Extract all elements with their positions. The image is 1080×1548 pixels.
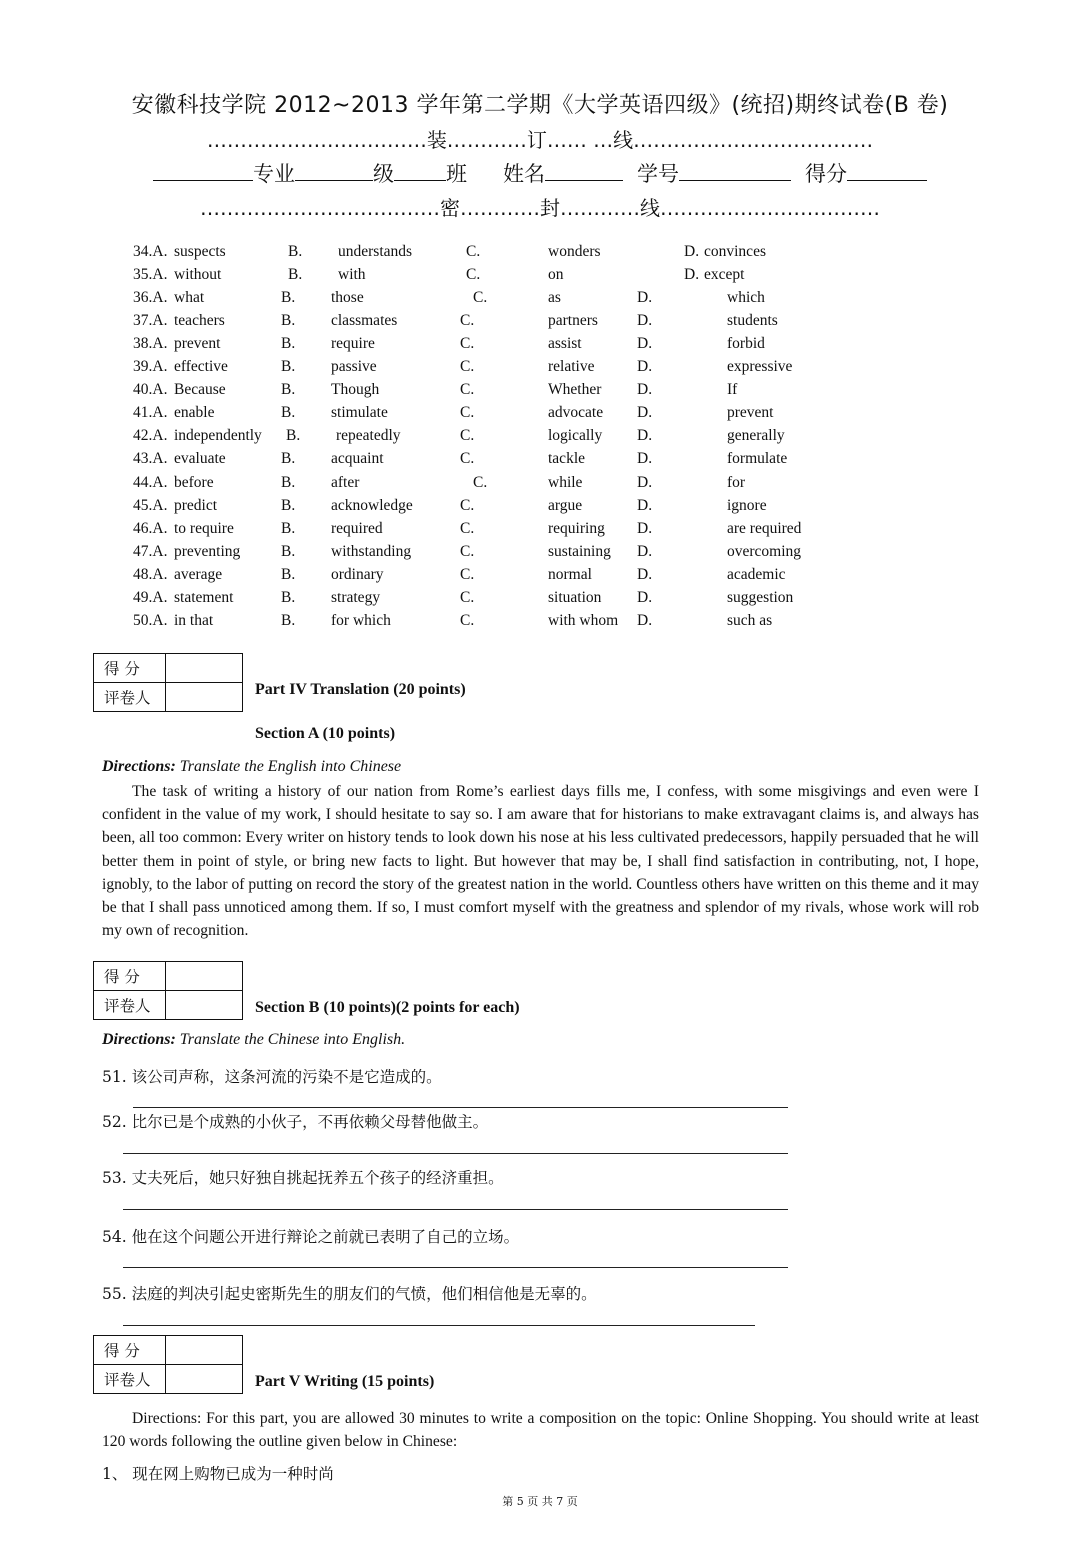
grader-value-cell[interactable] — [166, 991, 243, 1020]
option-a-q49: statement — [174, 588, 234, 606]
option-num-q41: 41.A. — [133, 404, 168, 422]
option-c-label-q39: C. — [460, 358, 475, 376]
directions-text: Translate the English into Chinese — [179, 758, 402, 775]
option-a-q39: effective — [174, 358, 228, 376]
grader-value-cell[interactable] — [166, 683, 243, 712]
option-b-label-q45: B. — [281, 496, 296, 514]
answer-line-54[interactable] — [123, 1267, 788, 1268]
option-d-label-q46: D. — [637, 519, 653, 537]
option-b-q45: acknowledge — [331, 496, 413, 514]
option-c-label-q34: C. — [466, 243, 481, 260]
option-b-q50: for which — [331, 611, 391, 629]
option-a-q34: suspects — [174, 243, 226, 260]
option-d-q43: formulate — [727, 450, 788, 468]
option-b-q41: stimulate — [331, 404, 388, 422]
option-c-label-q42: C. — [460, 427, 475, 445]
option-d-q44: for — [727, 473, 746, 491]
option-num-q49: 49.A. — [133, 588, 168, 606]
answer-line-52[interactable] — [123, 1153, 788, 1154]
option-d-q35: except — [704, 266, 745, 284]
score-value-cell[interactable] — [166, 962, 243, 991]
seal-line: ………………………………密…………封…………线…………………………… — [200, 196, 880, 220]
option-b-label-q34: B. — [288, 243, 303, 260]
answer-line-55[interactable] — [123, 1325, 755, 1326]
option-c-q45: argue — [548, 496, 583, 514]
option-num-q43: 43.A. — [133, 450, 168, 468]
option-num-q34: 34.A. — [133, 243, 168, 260]
option-d-label-q35: D. — [684, 266, 700, 284]
option-c-label-q40: C. — [460, 381, 475, 399]
option-c-q42: logically — [548, 427, 603, 445]
option-a-q45: predict — [174, 496, 218, 514]
option-b-label-q50: B. — [281, 611, 296, 629]
option-b-label-q36: B. — [281, 289, 296, 307]
option-d-q48: academic — [727, 565, 786, 583]
option-d-label-q36: D. — [637, 289, 653, 307]
student-info-row — [0, 158, 1080, 188]
score-value-cell[interactable] — [166, 654, 243, 683]
option-num-q36: 36.A. — [133, 289, 168, 307]
directions-text: Translate the Chinese into English. — [179, 1031, 406, 1048]
option-a-q36: what — [174, 289, 205, 307]
option-d-q42: generally — [727, 427, 785, 445]
option-b-q37: classmates — [331, 312, 398, 330]
option-d-q50: such as — [727, 611, 773, 629]
option-b-label-q47: B. — [281, 542, 296, 560]
option-a-q41: enable — [174, 404, 215, 422]
option-d-label-q37: D. — [637, 312, 653, 330]
option-b-q42: repeatedly — [336, 427, 401, 445]
option-num-q37: 37.A. — [133, 312, 168, 330]
option-d-label-q34: D. — [684, 243, 700, 260]
blank-name[interactable] — [545, 160, 623, 181]
option-b-label-q46: B. — [281, 519, 296, 537]
option-b-q43: acquaint — [331, 450, 384, 468]
option-d-label-q44: D. — [637, 473, 653, 491]
grader-label: 评卷人 — [94, 991, 166, 1020]
blank-major[interactable] — [153, 160, 253, 181]
option-num-q48: 48.A. — [133, 565, 168, 583]
option-c-q38: assist — [548, 335, 582, 353]
option-b-q34: understands — [338, 243, 413, 260]
option-d-label-q38: D. — [637, 335, 653, 353]
option-b-q36: those — [331, 289, 364, 307]
option-b-label-q38: B. — [281, 335, 296, 353]
option-c-label-q41: C. — [460, 404, 475, 422]
option-c-q48: normal — [548, 565, 592, 583]
option-d-label-q39: D. — [637, 358, 653, 376]
option-b-q48: ordinary — [331, 565, 384, 583]
score-value-cell[interactable] — [166, 1336, 243, 1365]
option-d-q34: convinces — [704, 243, 766, 260]
option-c-q36: as — [548, 289, 561, 307]
translation-item-53: 53. 丈夫死后，她只好独自挑起抚养五个孩子的经济重担。 — [102, 1169, 504, 1187]
option-a-q42: independently — [174, 427, 262, 445]
writing-directions: Directions: For this part, you are allowed 30 minutes to write a composition on the topic: Online Shopping. You should write at least 120 words following the outline given below in Chinese: — [102, 1410, 979, 1451]
option-num-q35: 35.A. — [133, 266, 168, 284]
option-a-q48: average — [174, 565, 223, 583]
outline-item-1: 1、 现在网上购物已成为一种时尚 — [102, 1465, 334, 1483]
label-name: 姓名 — [503, 162, 545, 186]
translation-item-55: 55. 法庭的判决引起史密斯先生的朋友们的气愤，他们相信他是无辜的。 — [102, 1285, 597, 1303]
option-c-label-q50: C. — [460, 611, 475, 629]
option-c-q49: situation — [548, 588, 602, 606]
option-c-q47: sustaining — [548, 542, 611, 560]
answer-line-51[interactable] — [133, 1107, 788, 1108]
option-a-q50: in that — [174, 611, 214, 629]
part5-title: Part V Writing (15 points) — [255, 1373, 435, 1390]
option-c-label-q37: C. — [460, 312, 475, 330]
directions-label: Directions: — [102, 1031, 176, 1048]
grader-value-cell[interactable] — [166, 1365, 243, 1394]
option-d-label-q42: D. — [637, 427, 653, 445]
option-b-q46: required — [331, 519, 383, 537]
option-c-label-q45: C. — [460, 496, 475, 514]
option-c-label-q36: C. — [473, 289, 488, 307]
option-d-q46: are required — [727, 519, 802, 537]
option-d-q39: expressive — [727, 358, 793, 376]
grader-label: 评卷人 — [94, 683, 166, 712]
option-b-label-q49: B. — [281, 588, 296, 606]
page-footer: 第 5 页 共 7 页 — [502, 1495, 578, 1508]
translation-passage: The task of writing a history of our nation from Rome’s earliest days fills me, I confess, with some misgivings and even were I confident in the value of my work, I should hesitate to say so. I am aware that for historians to make extravagant claims is, and always has been, all too common: Every writer on history tends to look down his nose at his less cultivated predecessors, happily persuaded that he will better them in point of style, or bring new facts to light. But however that may be, I shall find satisfaction in contributing, not, I hope, ignobly, to the labor of putting on record the story of the greatest nation in the world. Countless others have written on this theme and it may be that I shall pass unnoticed among them. If so, I must comfort myself with the greatness and splendor of my rivals, whose work will rob my own of recognition. — [102, 783, 979, 940]
option-a-q40: Because — [174, 381, 226, 399]
exam-title: 安徽科技学院 2012~2013 学年第二学期《大学英语四级》(统招)期终试卷(B 卷) — [131, 93, 949, 118]
translation-item-52: 52. 比尔已是个成熟的小伙子，不再依赖父母替他做主。 — [102, 1113, 489, 1131]
option-c-q43: tackle — [548, 450, 586, 468]
label-student-id: 学号 — [637, 162, 679, 186]
option-num-q46: 46.A. — [133, 519, 168, 537]
option-b-q35: with — [338, 266, 366, 284]
score-box-part5 — [93, 1335, 243, 1394]
option-num-q42: 42.A. — [133, 427, 168, 445]
option-b-label-q41: B. — [281, 404, 296, 422]
translation-item-51: 51. 该公司声称，这条河流的污染不是它造成的。 — [102, 1068, 442, 1086]
option-d-label-q45: D. — [637, 496, 653, 514]
option-num-q47: 47.A. — [133, 542, 168, 560]
blank-score[interactable] — [847, 160, 927, 181]
option-d-label-q48: D. — [637, 565, 653, 583]
option-c-q41: advocate — [548, 404, 604, 422]
option-num-q44: 44.A. — [133, 473, 168, 491]
binding-line: ……………………………装…………订…… …线……………………………… — [206, 128, 874, 152]
option-d-q40: If — [727, 381, 738, 399]
option-d-q37: students — [727, 312, 778, 330]
option-d-label-q40: D. — [637, 381, 653, 399]
option-num-q40: 40.A. — [133, 381, 168, 399]
option-a-q35: without — [174, 266, 222, 284]
option-num-q38: 38.A. — [133, 335, 168, 353]
option-c-q39: relative — [548, 358, 595, 376]
section-a-title: Section A (10 points) — [255, 725, 396, 742]
blank-grade[interactable] — [295, 160, 373, 181]
option-c-q44: while — [548, 473, 583, 491]
option-c-label-q47: C. — [460, 542, 475, 560]
option-c-label-q43: C. — [460, 450, 475, 468]
directions-label: Directions: — [102, 758, 176, 775]
option-b-label-q48: B. — [281, 565, 296, 583]
option-c-q37: partners — [548, 312, 598, 330]
grader-label: 评卷人 — [94, 1365, 166, 1394]
option-num-q45: 45.A. — [133, 496, 168, 514]
option-d-q49: suggestion — [727, 588, 794, 606]
part4-title: Part IV Translation (20 points) — [255, 681, 466, 698]
option-d-q41: prevent — [727, 404, 774, 422]
option-d-q47: overcoming — [727, 542, 802, 560]
label-major: 专业 — [253, 162, 295, 186]
option-b-label-q43: B. — [281, 450, 296, 468]
option-a-q44: before — [174, 473, 214, 491]
option-b-label-q44: B. — [281, 473, 296, 491]
section-b-title: Section B (10 points)(2 points for each) — [255, 999, 520, 1016]
option-c-label-q35: C. — [466, 266, 481, 284]
blank-student-id[interactable] — [679, 160, 791, 181]
blank-class[interactable] — [394, 160, 446, 181]
section-b-directions — [102, 1031, 405, 1049]
option-b-label-q35: B. — [288, 266, 303, 284]
option-c-label-q49: C. — [460, 588, 475, 606]
answer-line-53[interactable] — [123, 1209, 788, 1210]
section-a-directions — [102, 758, 401, 776]
option-b-q40: Though — [331, 381, 380, 399]
option-a-q47: preventing — [174, 542, 241, 560]
option-a-q38: prevent — [174, 335, 221, 353]
option-b-label-q42: B. — [286, 427, 301, 445]
option-b-q49: strategy — [331, 588, 381, 606]
option-c-q50: with whom — [548, 611, 619, 629]
option-c-q35: on — [548, 266, 564, 284]
translation-item-54: 54. 他在这个问题公开进行辩论之前就已表明了自己的立场。 — [102, 1228, 520, 1246]
score-label: 得 分 — [94, 1336, 166, 1365]
option-b-q38: require — [331, 335, 375, 353]
option-d-label-q49: D. — [637, 588, 653, 606]
label-class: 班 — [446, 162, 467, 186]
option-num-q39: 39.A. — [133, 358, 168, 376]
option-c-label-q38: C. — [460, 335, 475, 353]
option-d-label-q50: D. — [637, 611, 653, 629]
score-box-section-b — [93, 961, 243, 1020]
option-a-q46: to require — [174, 519, 234, 537]
option-c-label-q46: C. — [460, 519, 475, 537]
option-d-q38: forbid — [727, 335, 765, 353]
option-c-q34: wonders — [548, 243, 601, 260]
score-label: 得 分 — [94, 654, 166, 683]
option-b-q47: withstanding — [331, 542, 412, 560]
option-c-q40: Whether — [548, 381, 602, 399]
option-c-label-q48: C. — [460, 565, 475, 583]
option-a-q43: evaluate — [174, 450, 226, 468]
option-a-q37: teachers — [174, 312, 225, 330]
option-b-q44: after — [331, 473, 360, 491]
score-box-part4 — [93, 653, 243, 712]
option-d-label-q41: D. — [637, 404, 653, 422]
option-b-label-q40: B. — [281, 381, 296, 399]
option-c-q46: requiring — [548, 519, 605, 537]
option-b-q39: passive — [331, 358, 377, 376]
option-num-q50: 50.A. — [133, 611, 168, 629]
label-score: 得分 — [805, 162, 847, 186]
label-grade: 级 — [373, 162, 394, 186]
option-d-q36: which — [727, 289, 765, 307]
option-d-label-q43: D. — [637, 450, 653, 468]
option-d-q45: ignore — [727, 496, 767, 514]
score-label: 得 分 — [94, 962, 166, 991]
option-b-label-q37: B. — [281, 312, 296, 330]
option-c-label-q44: C. — [473, 473, 488, 491]
option-d-label-q47: D. — [637, 542, 653, 560]
option-b-label-q39: B. — [281, 358, 296, 376]
